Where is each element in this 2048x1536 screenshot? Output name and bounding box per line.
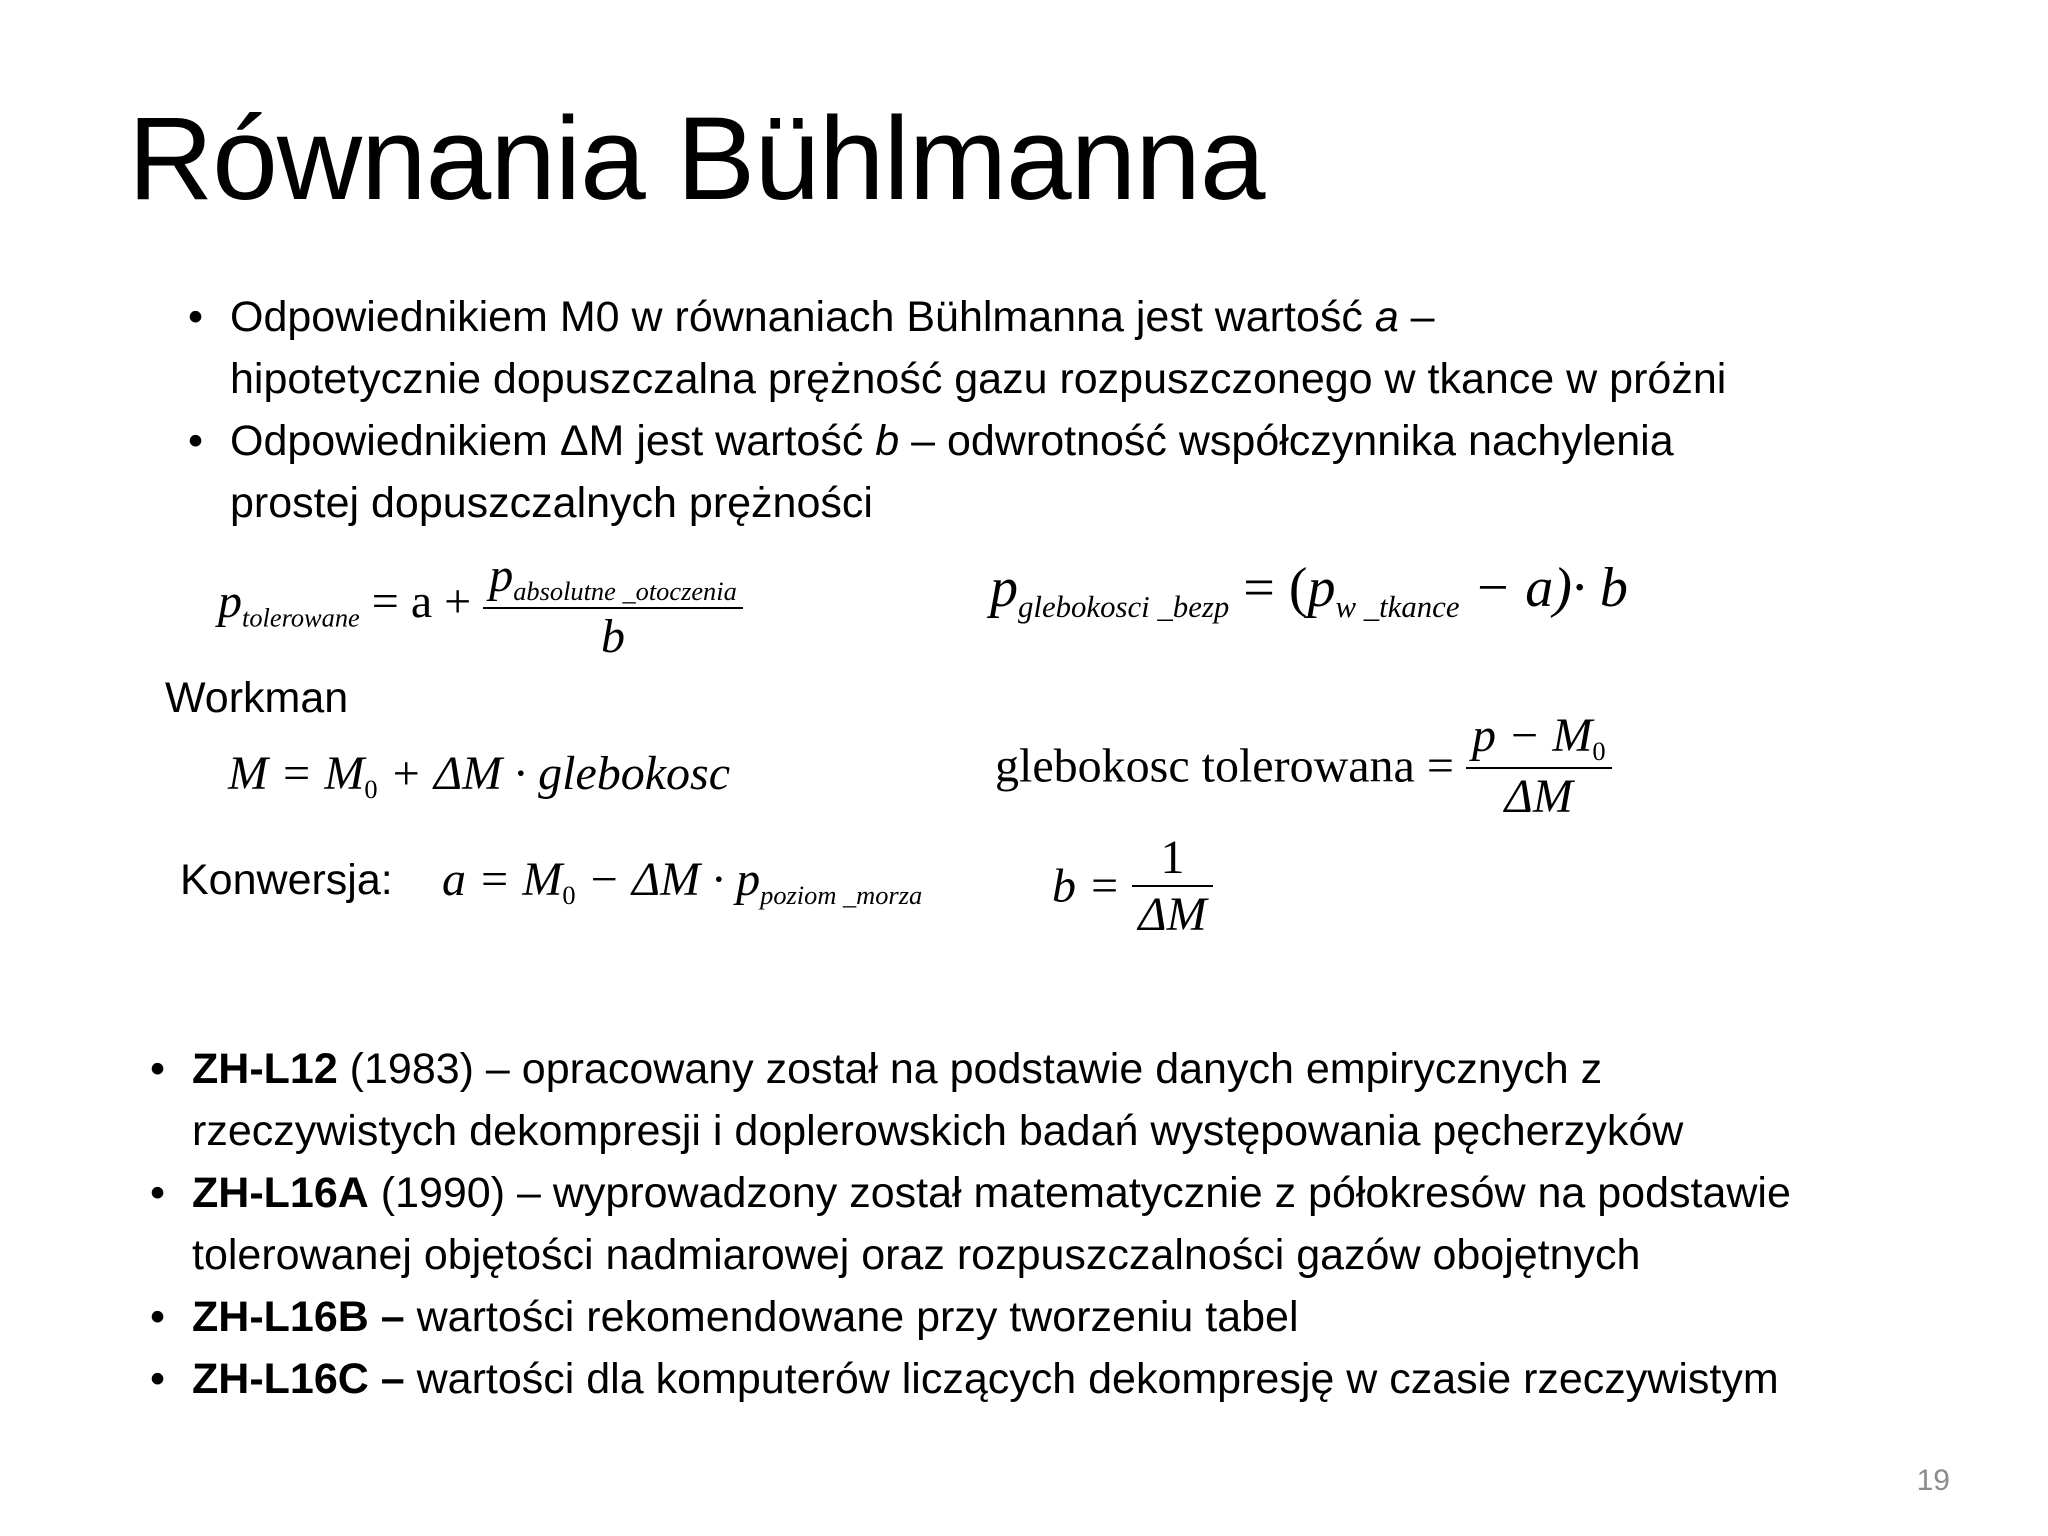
fraction: $\frac{p_{absolutne \_otoczenia}}{b}$ (483, 548, 743, 664)
konwersja-label: Konwersja: (180, 856, 393, 904)
formula-workman: $M = M_0 + \Delta M$ · glebokosc (228, 747, 731, 805)
bullet-glyph: • (188, 293, 204, 341)
top-bullet-list (188, 286, 1727, 534)
slide-title: Równania Bühlmanna (128, 93, 1265, 225)
formula-b: b = $\frac{1}{\Delta M}$ (1052, 830, 1213, 942)
list-item: • ZH-L12 (1983) – opracowany został na podstawie danych empirycznych z rzeczywistych dekompresji i doplerowskich badań występowania pęcherzyków (192, 1038, 1791, 1162)
list-item: • Odpowiednikiem M0 w równaniach Bühlmanna jest wartość a – hipotetycznie dopuszczalna prężność gazu rozpuszczonego w tkance w próżni (230, 286, 1726, 410)
formula-p-tolerowane: $p_{tolerowane} = a$ + $\frac{p_{absolutne \_otoczenia}}{b}$ (218, 548, 743, 664)
fraction: $\frac{1}{\Delta M}$ (1132, 830, 1212, 942)
formula-p-glebokosci: $p_{glebokosci \_bezp} = (p_{w \_tkance} - a)\cdot b$ (990, 557, 1628, 624)
bullet-glyph: • (150, 1045, 166, 1093)
list-item: • Odpowiednikiem ΔM jest wartość b – odwrotność współczynnika nachylenia prostej dopuszczalnych prężności (230, 410, 1726, 534)
list-item: • ZH-L16B – wartości rekomendowane przy tworzeniu tabel (192, 1286, 1791, 1348)
formula-glebokosc-tolerowana: glebokosc tolerowana = $\frac{p - M_0}{\Delta M}$ (995, 708, 1612, 824)
list-item: • ZH-L16A (1990) – wyprowadzony został matematycznie z półokresów na podstawie tolerowanej objętości nadmiarowej oraz rozpuszczalności gazów obojętnych (192, 1162, 1791, 1286)
bottom-bullet-list (150, 1038, 1791, 1410)
page-number: 19 (1916, 1464, 1950, 1497)
formula-konwersja: $a = M_0 - \Delta M \cdot p_{poziom \_morza}$ (442, 853, 923, 911)
bullet-glyph: • (150, 1355, 166, 1403)
list-item: • ZH-L16C – wartości dla komputerów liczących dekompresję w czasie rzeczywistym (192, 1348, 1791, 1410)
bullet-glyph: • (188, 417, 204, 465)
bullet-glyph: • (150, 1293, 166, 1341)
workman-label: Workman (165, 674, 349, 722)
fraction: $\frac{p - M_0}{\Delta M}$ (1466, 708, 1612, 824)
bullet-glyph: • (150, 1169, 166, 1217)
